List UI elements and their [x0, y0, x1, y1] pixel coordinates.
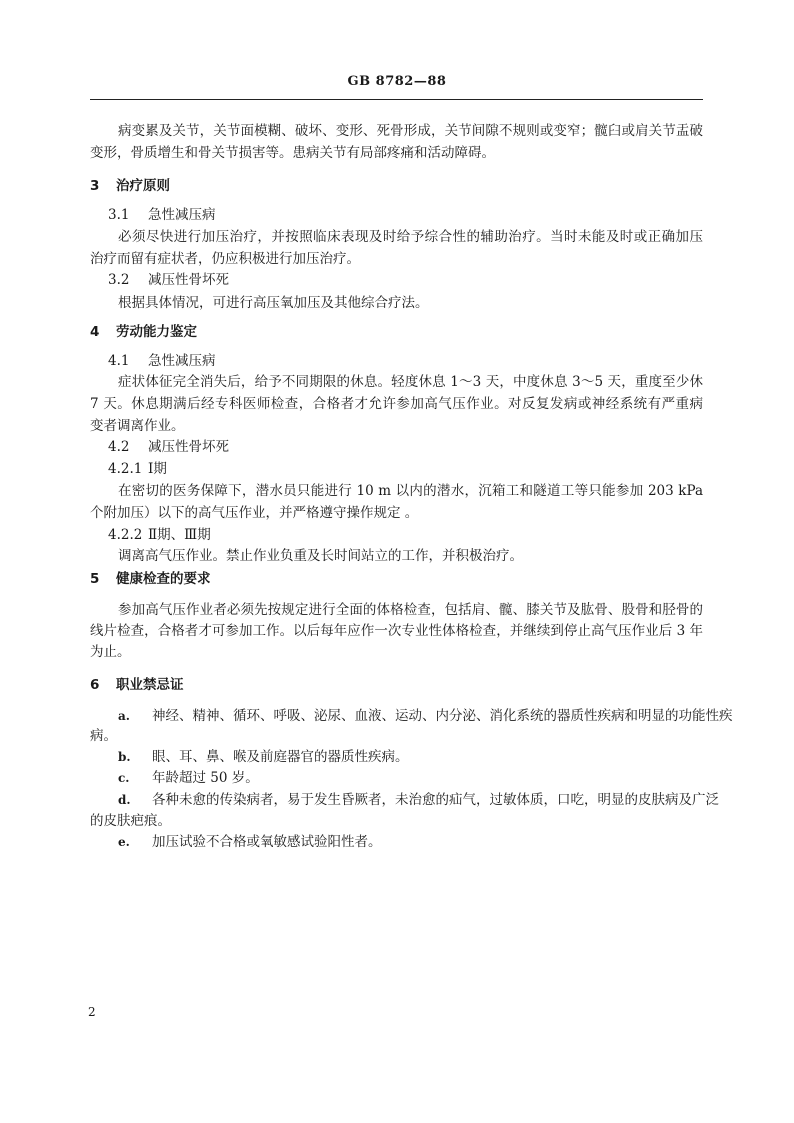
subsection-number: 4.1	[108, 353, 130, 369]
paragraph-line: 根据具体情况，可进行高压氧加压及其他综合疗法。	[118, 295, 429, 311]
section-heading-4	[90, 323, 703, 341]
paragraph-line: 参加高气压作业者必须先按规定进行全面的体格检查，包括肩、髋、膝关节及肱骨、股骨和胫骨的	[118, 602, 703, 618]
subsection-title: 减压性骨坏死	[148, 439, 229, 455]
section-number: 4	[90, 324, 100, 340]
subsection-number: 4.2.2	[108, 527, 143, 543]
section-title: 健康检查的要求	[116, 571, 211, 587]
paragraph-line: 变者调离作业。	[90, 418, 185, 434]
paragraph-line: 线片检查，合格者才可参加工作。以后每年应作一次专业性体格检查，并继续到停止高气压作业后 3 年	[90, 623, 703, 639]
list-item-text: 加压试验不合格或氧敏感试验阳性者。	[152, 834, 382, 850]
section-title: 职业禁忌证	[116, 677, 184, 693]
list-item-label: e.	[118, 835, 130, 849]
subsection-heading-3-2	[108, 271, 721, 289]
subsection-heading-4-2-2	[108, 526, 721, 544]
paragraph-line: 个附加压）以下的高气压作业，并严格遵守操作规定 。	[90, 505, 419, 521]
header-divider	[90, 99, 703, 100]
section-title: 劳动能力鉴定	[116, 324, 197, 340]
paragraph-line: 治疗而留有症状者，仍应积极进行加压治疗。	[90, 251, 360, 267]
paragraph-line: 在密切的医务保障下，潜水员只能进行 10 m 以内的潜水，沉箱工和隧道工等只能参加 203 kPa	[118, 483, 703, 499]
paragraph-line: 为止。	[90, 644, 131, 660]
list-item-text: 眼、耳、鼻、喉及前庭器官的器质性疾病。	[152, 749, 409, 765]
list-item	[118, 748, 703, 766]
subsection-heading-4-2	[108, 438, 721, 456]
subsection-title: 急性减压病	[148, 207, 216, 223]
list-item-text: 神经、精神、循环、呼吸、泌尿、血液、运动、内分泌、消化系统的器质性疾病和明显的功能性疾	[152, 708, 733, 724]
document-code-header: GB 8782—88	[347, 74, 447, 89]
paragraph-line: 的皮肤疤痕。	[90, 813, 171, 829]
paragraph-line: 必须尽快进行加压治疗，并按照临床表现及时给予综合性的辅助治疗。当时未能及时或正确加压	[118, 229, 703, 245]
subsection-number: 4.2	[108, 439, 130, 455]
paragraph-line: 症状体征完全消失后，给予不同期限的休息。轻度休息 1～3 天，中度休息 3～5 天，重度至少休	[118, 374, 703, 390]
list-item	[118, 707, 733, 725]
subsection-title: Ⅰ期	[148, 461, 167, 477]
list-item-text: 各种未愈的传染病者，易于发生昏厥者，未治愈的疝气，过敏体质，口吃，明显的皮肤病及广泛	[152, 792, 719, 808]
list-item-label: d.	[118, 793, 131, 807]
subsection-title: 急性减压病	[148, 353, 216, 369]
subsection-heading-4-2-1	[108, 460, 721, 478]
paragraph-line: 7 天。休息期满后经专科医师检查，合格者才允许参加高气压作业。对反复发病或神经系统有严重病	[90, 396, 703, 412]
section-title: 治疗原则	[116, 178, 170, 194]
list-item	[118, 833, 703, 851]
section-heading-5	[90, 570, 703, 588]
subsection-number: 3.2	[108, 272, 130, 288]
section-heading-6	[90, 676, 703, 694]
paragraph-line: 病。	[90, 728, 117, 744]
list-item	[118, 791, 719, 809]
subsection-heading-4-1	[108, 352, 721, 370]
section-number: 6	[90, 677, 100, 693]
section-number: 5	[90, 571, 100, 587]
paragraph-line: 调离高气压作业。禁止作业负重及长时间站立的工作，并积极治疗。	[118, 548, 523, 564]
section-number: 3	[90, 178, 100, 194]
paragraph-line: 病变累及关节，关节面模糊、破坏、变形、死骨形成，关节间隙不规则或变窄；髋臼或肩关节盂破	[118, 123, 703, 139]
section-heading-3	[90, 177, 703, 195]
subsection-title: Ⅱ期、Ⅲ期	[148, 527, 211, 543]
list-item-text: 年龄超过 50 岁。	[152, 770, 259, 786]
subsection-title: 减压性骨坏死	[148, 272, 229, 288]
subsection-number: 4.2.1	[108, 461, 143, 477]
list-item-label: b.	[118, 750, 131, 764]
subsection-heading-3-1	[108, 206, 721, 224]
subsection-number: 3.1	[108, 207, 130, 223]
list-item-label: a.	[118, 709, 130, 723]
page-number: 2	[88, 1005, 96, 1019]
paragraph-line: 变形，骨质增生和骨关节损害等。患病关节有局部疼痛和活动障碍。	[90, 145, 495, 161]
list-item-label: c.	[118, 771, 130, 785]
list-item	[118, 769, 703, 787]
